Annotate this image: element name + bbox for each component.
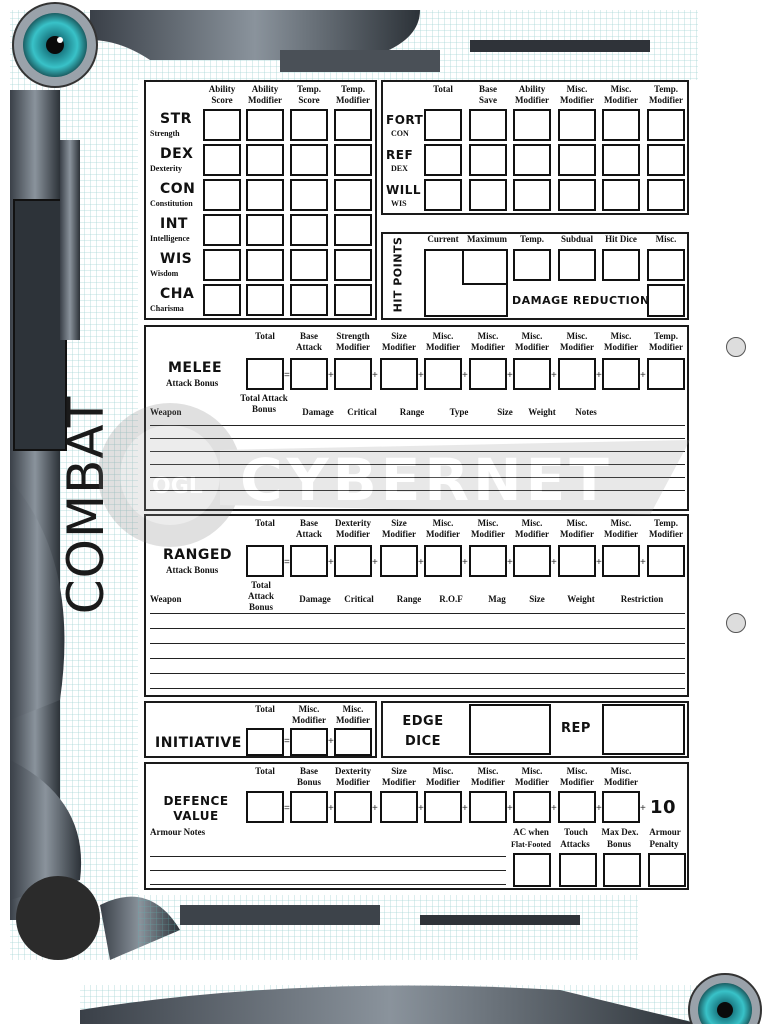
melee-column-header: Temp. Modifier [649,331,683,352]
ability-score-box[interactable] [246,214,284,246]
hp-box[interactable] [558,249,596,281]
save-abbr: WILL [386,183,421,197]
damage-reduction-label: DAMAGE REDUCTION [512,294,650,307]
melee-mod-box[interactable] [602,358,640,390]
ranged-column-header: Size Modifier [382,518,416,539]
ranged-mod-box[interactable] [380,545,418,577]
ability-score-box[interactable] [334,144,372,176]
ranged-mod-box[interactable] [246,545,284,577]
ranged-title: RANGED [163,547,233,563]
ability-abbr: CHA [160,286,195,302]
melee-mod-box[interactable] [647,358,685,390]
ranged-column-header: Dexterity Modifier [335,518,371,539]
ability-score-box[interactable] [334,214,372,246]
ability-score-box[interactable] [290,249,328,281]
initiative-column-header: Misc. Modifier [292,704,326,725]
ability-name: Wisdom [150,269,179,278]
ranged-weapon-header: Weapon [150,594,182,604]
melee-mod-box[interactable] [290,358,328,390]
ability-score-box[interactable] [334,284,372,316]
operator: + [596,370,602,381]
ranged-weapon-line[interactable] [150,688,685,689]
defence-box[interactable] [558,791,596,823]
operator: + [551,557,557,568]
defence-sub-header-line1: Armour [649,827,681,837]
operator: + [462,557,468,568]
defence-title: DEFENCE VALUE [163,794,229,823]
ranged-mod-box[interactable] [513,545,551,577]
ability-abbr: CON [160,181,196,197]
melee-column-header: Misc. Modifier [426,331,460,352]
melee-column-header: Misc. Modifier [604,331,638,352]
defence-box[interactable] [602,791,640,823]
hp-column-header: Temp. [520,234,544,244]
defence-column-header: Misc. Modifier [471,766,505,787]
ability-score-box[interactable] [334,179,372,211]
rep-label: REP [561,721,591,736]
melee-weapon-header: Range [399,407,425,417]
ranged-weapon-header: Size [529,594,545,604]
save-column-header: Ability Modifier [515,84,549,105]
hp-maximum-box[interactable] [462,249,508,285]
operator: + [462,370,468,381]
operator: + [596,557,602,568]
operator: + [328,803,334,814]
ranged-weapon-header: Weight [567,594,595,604]
melee-weapon-header: Weight [528,407,556,417]
save-abbr: FORT [386,113,424,127]
operator: + [551,803,557,814]
melee-column-header: Base Attack [296,331,322,352]
operator: + [372,557,378,568]
operator: + [372,370,378,381]
ability-score-box[interactable] [246,144,284,176]
ranged-column-header: Temp. Modifier [649,518,683,539]
save-box[interactable] [424,109,462,141]
melee-title: MELEE [168,360,223,376]
defence-column-header: Total [255,766,275,776]
defence-sub-header-line1: Touch [564,827,588,837]
hp-box[interactable] [513,249,551,281]
ranged-column-header: Total [255,518,275,528]
ability-score-box[interactable] [246,249,284,281]
operator: + [640,557,646,568]
defence-sub-header-line2: Attacks [560,839,590,849]
save-box[interactable] [469,109,507,141]
save-box[interactable] [602,144,640,176]
ranged-weapon-line[interactable] [150,613,685,614]
ranged-mod-box[interactable] [469,545,507,577]
ranged-weapon-header: Critical [344,594,374,604]
hp-column-header: Hit Dice [605,234,637,244]
ability-column-header: Temp. Score [297,84,321,105]
ability-score-box[interactable] [290,109,328,141]
ability-score-box[interactable] [246,179,284,211]
ability-score-box[interactable] [203,249,241,281]
melee-weapon-header: Total Attack Bonus [240,393,288,414]
ability-score-box[interactable] [203,284,241,316]
operator: + [596,803,602,814]
rep-box[interactable] [602,704,685,755]
initiative-box[interactable] [246,728,284,756]
save-box[interactable] [558,144,596,176]
defence-box[interactable] [380,791,418,823]
save-column-header: Misc. Modifier [560,84,594,105]
hit-points-label: HIT POINTS [391,236,405,313]
save-ability: DEX [391,164,408,173]
defence-sub-header-line1: AC when [513,827,549,837]
ability-column-header: Temp. Modifier [336,84,370,105]
defence-sub-header-line2: Flat-Footed [511,840,551,849]
ranged-weapon-line[interactable] [150,628,685,629]
armour-notes-line[interactable] [150,870,506,871]
save-box[interactable] [513,109,551,141]
melee-mod-box[interactable] [246,358,284,390]
operator: + [507,557,513,568]
operator: + [507,803,513,814]
melee-weapon-header: Size [497,407,513,417]
ability-abbr: DEX [160,146,194,162]
save-box[interactable] [602,109,640,141]
ranged-weapon-header: Total Attack Bonus [248,580,274,612]
initiative-box[interactable] [290,728,328,756]
ranged-weapon-header: R.O.F [439,594,463,604]
ability-score-box[interactable] [290,144,328,176]
ability-abbr: WIS [160,251,193,267]
ranged-mod-box[interactable] [334,545,372,577]
save-column-header: Misc. Modifier [604,84,638,105]
melee-column-header: Total [255,331,275,341]
ability-column-header: Ability Modifier [248,84,282,105]
page-title: COMBAT [57,395,115,615]
ability-score-box[interactable] [203,109,241,141]
hp-column-header: Misc. [655,234,677,244]
save-box[interactable] [469,179,507,211]
save-box[interactable] [602,179,640,211]
melee-weapon-line[interactable] [150,425,685,426]
operator: + [462,803,468,814]
armour-notes-line[interactable] [150,856,506,857]
save-box[interactable] [647,144,685,176]
defence-column-header: Misc. Modifier [426,766,460,787]
ranged-weapon-header: Restriction [620,594,664,604]
defence-box[interactable] [469,791,507,823]
hp-column-header: Current [427,234,459,244]
save-box[interactable] [469,144,507,176]
ranged-mod-box[interactable] [290,545,328,577]
defence-box[interactable] [246,791,284,823]
melee-weapon-header: Critical [347,407,377,417]
save-box[interactable] [558,179,596,211]
save-box[interactable] [558,109,596,141]
ability-score-box[interactable] [334,109,372,141]
defence-sub-box[interactable] [513,853,551,887]
operator: = [284,803,290,814]
operator: + [328,557,334,568]
ranged-column-header: Misc. Modifier [426,518,460,539]
save-box[interactable] [647,179,685,211]
ability-name: Charisma [150,304,184,313]
ability-name: Intelligence [150,234,190,243]
save-box[interactable] [424,179,462,211]
defence-box[interactable] [290,791,328,823]
operator: + [328,736,334,747]
ranged-column-header: Base Attack [296,518,322,539]
operator: = [284,557,290,568]
defence-column-header: Misc. Modifier [560,766,594,787]
defence-box[interactable] [334,791,372,823]
defence-sub-box[interactable] [648,853,686,887]
ranged-column-header: Misc. Modifier [560,518,594,539]
save-box[interactable] [513,179,551,211]
save-column-header: Base Save [479,84,497,105]
ability-score-box[interactable] [203,144,241,176]
ranged-mod-box[interactable] [558,545,596,577]
ranged-panel [144,514,689,697]
defence-column-header: Misc. Modifier [515,766,549,787]
watermark-badge-text: OGL [152,474,203,499]
armour-notes-label: Armour Notes [150,827,206,837]
ranged-weapon-header: Range [396,594,422,604]
operator: = [284,370,290,381]
ranged-mod-box[interactable] [647,545,685,577]
defence-box[interactable] [513,791,551,823]
operator: + [372,803,378,814]
save-column-header: Total [433,84,453,94]
operator: + [551,370,557,381]
melee-subtitle: Attack Bonus [166,378,219,388]
save-box[interactable] [513,144,551,176]
save-box[interactable] [424,144,462,176]
damage-reduction-box[interactable] [647,284,685,317]
defence-sub-box[interactable] [603,853,641,887]
ranged-weapon-header: Mag [488,594,506,604]
ability-score-box[interactable] [290,214,328,246]
operator: + [418,370,424,381]
save-column-header: Temp. Modifier [649,84,683,105]
ability-name: Strength [150,129,180,138]
ranged-column-header: Misc. Modifier [604,518,638,539]
ability-abbr: INT [160,216,188,232]
melee-weapon-header: Damage [302,407,334,417]
ability-name: Constitution [150,199,193,208]
ranged-weapon-line[interactable] [150,673,685,674]
operator: + [640,370,646,381]
initiative-title: INITIATIVE [155,735,242,751]
defence-sub-header-line2: Penalty [649,839,679,849]
melee-column-header: Strength Modifier [336,331,370,352]
operator: + [507,370,513,381]
melee-mod-box[interactable] [558,358,596,390]
save-ability: CON [391,129,409,138]
initiative-column-header: Total [255,704,275,714]
ability-score-box[interactable] [334,249,372,281]
melee-column-header: Misc. Modifier [560,331,594,352]
ranged-mod-box[interactable] [424,545,462,577]
ability-score-box[interactable] [290,179,328,211]
operator: + [418,557,424,568]
melee-weapon-line[interactable] [150,490,685,491]
watermark-logo-text: CYBERNET [240,446,613,514]
operator: + [418,803,424,814]
defence-column-header: Dexterity Modifier [335,766,371,787]
ranged-weapon-header: Damage [299,594,331,604]
melee-weapon-header: Weapon [150,407,182,417]
binder-hole-bottom [726,613,746,633]
armour-notes-line[interactable] [150,884,506,885]
ability-score-box[interactable] [203,179,241,211]
binder-hole-top [726,337,746,357]
ability-score-box[interactable] [203,214,241,246]
defence-column-header: Base Bonus [296,766,322,787]
melee-weapon-line[interactable] [150,477,685,478]
defence-sub-header-line2: Bonus [606,839,632,849]
melee-mod-box[interactable] [469,358,507,390]
melee-mod-box[interactable] [334,358,372,390]
save-ability: WIS [391,199,407,208]
defence-sub-box[interactable] [559,853,597,887]
save-abbr: REF [386,148,414,162]
operator: = [284,736,290,747]
melee-weapon-header: Notes [575,407,597,417]
defence-sub-header-line1: Max Dex. [601,827,639,837]
ranged-weapon-line[interactable] [150,643,685,644]
hp-box[interactable] [602,249,640,281]
ability-column-header: Ability Score [208,84,236,105]
melee-column-header: Misc. Modifier [515,331,549,352]
hp-column-header: Subdual [560,234,594,244]
melee-weapon-header: Type [449,407,469,417]
ability-score-box[interactable] [290,284,328,316]
hp-column-header: Maximum [467,234,507,244]
operator: + [328,370,334,381]
ranged-column-header: Misc. Modifier [471,518,505,539]
melee-weapon-line[interactable] [150,451,685,452]
operator: + [640,803,646,814]
melee-mod-box[interactable] [424,358,462,390]
melee-mod-box[interactable] [380,358,418,390]
initiative-box[interactable] [334,728,372,756]
melee-weapon-line[interactable] [150,464,685,465]
ranged-mod-box[interactable] [602,545,640,577]
edge-dice-label: EDGE DICE [402,714,444,749]
hp-box[interactable] [647,249,685,281]
initiative-column-header: Misc. Modifier [336,704,370,725]
ability-name: Dexterity [150,164,182,173]
save-box[interactable] [647,109,685,141]
ranged-weapon-line[interactable] [150,658,685,659]
edge-dice-box[interactable] [469,704,551,755]
ability-score-box[interactable] [246,109,284,141]
melee-mod-box[interactable] [513,358,551,390]
melee-column-header: Size Modifier [382,331,416,352]
ability-score-box[interactable] [246,284,284,316]
defence-column-header: Misc. Modifier [604,766,638,787]
defence-box[interactable] [424,791,462,823]
melee-weapon-line[interactable] [150,438,685,439]
defence-base-value: 10 [650,797,677,818]
ranged-column-header: Misc. Modifier [515,518,549,539]
melee-column-header: Misc. Modifier [471,331,505,352]
defence-column-header: Size Modifier [382,766,416,787]
ability-abbr: STR [160,111,192,127]
ranged-subtitle: Attack Bonus [166,565,219,575]
